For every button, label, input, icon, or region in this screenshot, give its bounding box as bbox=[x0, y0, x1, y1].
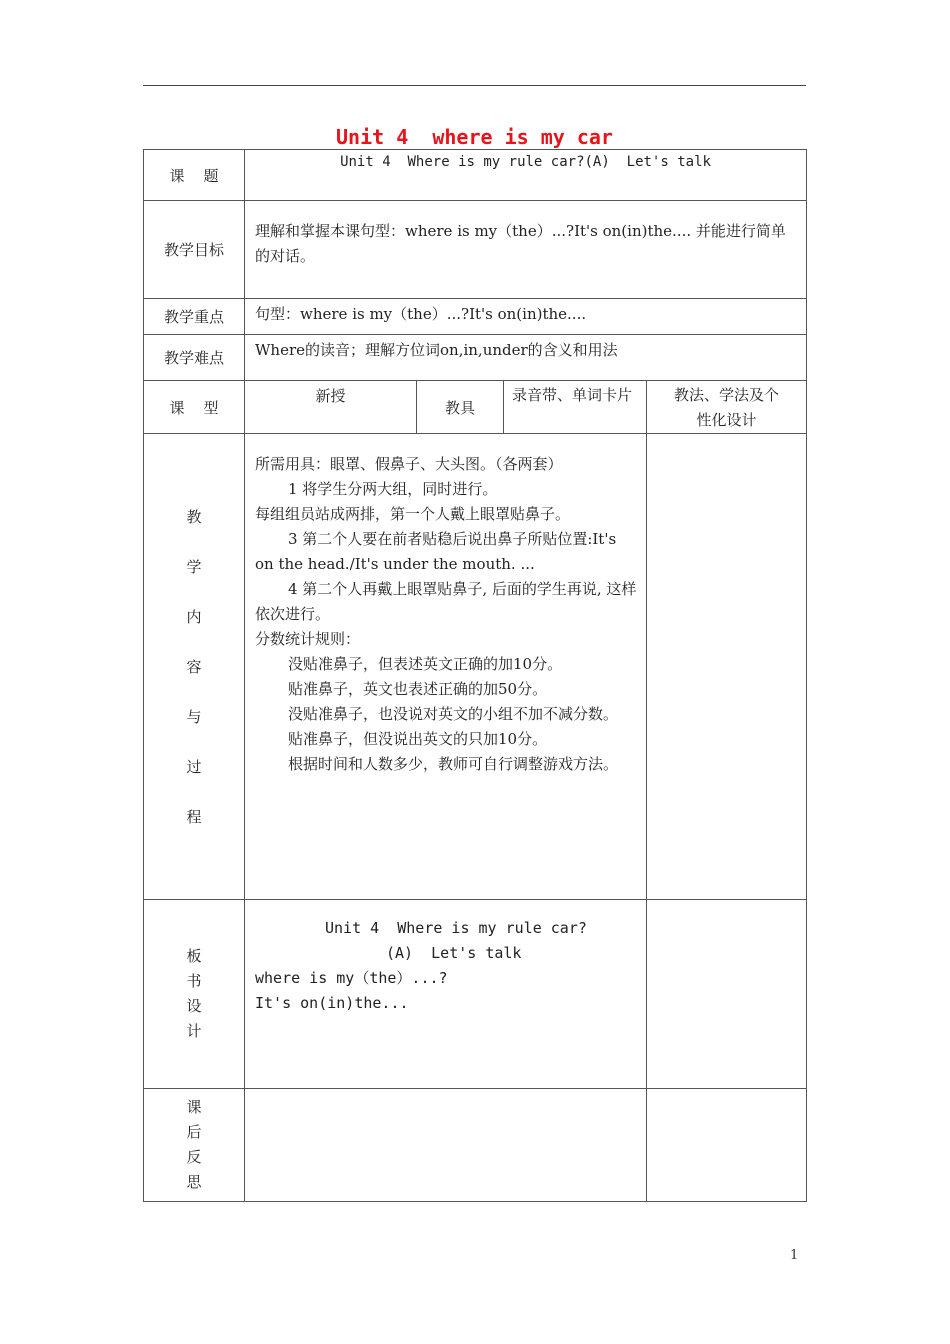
board-label-char: 书 bbox=[186, 972, 202, 990]
content-line: 分数统计规则： bbox=[255, 630, 361, 648]
content-label-char: 学 bbox=[186, 557, 202, 576]
reflection-label-char: 课 bbox=[186, 1098, 202, 1116]
content-label-char: 程 bbox=[186, 807, 202, 826]
page-title: Unit 4 where is my car bbox=[336, 125, 613, 149]
content-body bbox=[245, 434, 647, 900]
difficulty-row bbox=[144, 335, 807, 381]
goal-row bbox=[144, 201, 807, 299]
goal-value: 理解和掌握本课句型：where is my（the）...?It's on(in)the.... 并能进行简单的对话。 bbox=[245, 201, 807, 299]
content-line: 4 第二个人再戴上眼罩贴鼻子, 后面的学生再说, 这样依次进行。 bbox=[255, 580, 637, 623]
content-notes bbox=[647, 434, 807, 900]
board-notes bbox=[647, 900, 807, 1089]
board-label bbox=[144, 900, 245, 1089]
content-line: 没贴准鼻子，但表述英文正确的加10分。 bbox=[288, 655, 563, 673]
topic-row bbox=[144, 150, 807, 201]
header-rule bbox=[143, 85, 806, 86]
reflection-row bbox=[144, 1089, 807, 1202]
content-label bbox=[144, 434, 245, 900]
content-label-char: 过 bbox=[186, 757, 202, 776]
reflection-notes bbox=[647, 1089, 807, 1202]
board-line: where is my（the）...? bbox=[255, 969, 448, 987]
tools-value: 录音带、单词卡片 bbox=[504, 381, 647, 434]
content-row bbox=[144, 434, 807, 900]
method-label: 教法、学法及个性化设计 bbox=[647, 381, 807, 434]
key-row bbox=[144, 299, 807, 335]
content-line: 贴准鼻子，但没说出英文的只加10分。 bbox=[288, 730, 548, 748]
topic-value: Unit 4 Where is my rule car?(A) Let's talk bbox=[245, 150, 807, 201]
content-label-char: 容 bbox=[186, 657, 202, 676]
content-label-char: 内 bbox=[186, 607, 202, 626]
content-line: 没贴准鼻子，也没说对英文的小组不加不减分数。 bbox=[288, 705, 619, 723]
difficulty-value: Where的读音；理解方位词on,in,under的含义和用法 bbox=[245, 335, 807, 381]
key-value: 句型：where is my（the）...?It's on(in)the.... bbox=[245, 299, 807, 335]
content-line: 每组组员站成两排，第一个人戴上眼罩贴鼻子。 bbox=[255, 505, 571, 523]
tools-label: 教具 bbox=[417, 381, 504, 434]
content-label-char: 与 bbox=[186, 707, 202, 726]
board-label-char: 计 bbox=[186, 1022, 202, 1040]
content-line: 贴准鼻子，英文也表述正确的加50分。 bbox=[288, 680, 548, 698]
reflection-body bbox=[245, 1089, 647, 1202]
content-line: 1 将学生分两大组，同时进行。 bbox=[288, 480, 498, 498]
type-label: 课 型 bbox=[144, 381, 245, 434]
reflection-label bbox=[144, 1089, 245, 1202]
board-body bbox=[245, 900, 647, 1089]
board-line: (A) Let's talk bbox=[386, 944, 522, 962]
page-number: 1 bbox=[790, 1248, 799, 1263]
key-label: 教学重点 bbox=[144, 299, 245, 335]
board-line: Unit 4 Where is my rule car? bbox=[325, 919, 587, 937]
board-row bbox=[144, 900, 807, 1089]
lesson-plan-table bbox=[143, 149, 807, 1202]
content-line: 3 第二个人要在前者贴稳后说出鼻子所贴位置:It's on the head./It's under the mouth. ... bbox=[255, 530, 617, 573]
topic-label: 课 题 bbox=[144, 150, 245, 201]
content-line: 根据时间和人数多少，教师可自行调整游戏方法。 bbox=[288, 755, 619, 773]
board-line: It's on(in)the... bbox=[255, 994, 409, 1012]
reflection-label-char: 思 bbox=[186, 1173, 202, 1191]
reflection-label-char: 反 bbox=[186, 1148, 202, 1166]
difficulty-label: 教学难点 bbox=[144, 335, 245, 381]
type-row bbox=[144, 381, 807, 434]
content-label-char: 教 bbox=[186, 507, 202, 526]
type-value: 新授 bbox=[245, 381, 417, 434]
content-line: 所需用具：眼罩、假鼻子、大头图。（各两套） bbox=[255, 455, 563, 473]
goal-label: 教学目标 bbox=[144, 201, 245, 299]
reflection-label-char: 后 bbox=[186, 1123, 202, 1141]
board-label-char: 板 bbox=[186, 947, 202, 965]
board-label-char: 设 bbox=[186, 997, 202, 1015]
